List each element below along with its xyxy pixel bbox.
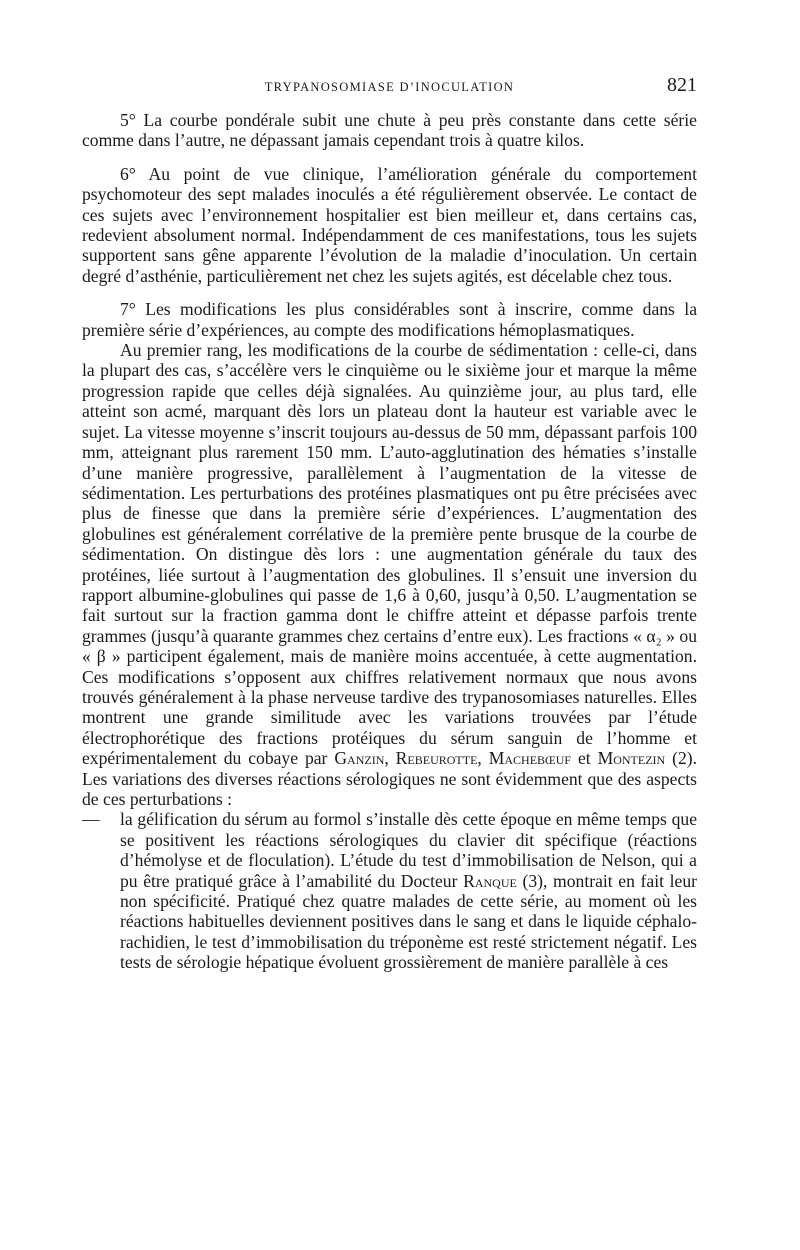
page-header xyxy=(82,74,697,100)
separator: , xyxy=(477,748,489,769)
list-item-text: (3), montrait en fait leur non spécificité. Pratiqué chez quatre malades de cette série, au moment où les réactions habituelles deviennent positives dans le sang et dans le liquide céphalo-rachidien, le test d’immobilisation du tréponème est resté strictement négatif. Les tests de sérologie hépatique évoluent grossièrement de manière parallèle à ces xyxy=(120,870,697,973)
author-name: Montezin xyxy=(597,748,666,769)
paragraph-6: 6° Au point de vue clinique, l’amélioration générale du comportement psychomoteur des sept malades inoculés a été régulièrement observée. Le contact de ces sujets avec l’environnement hospitalier est bien meilleur et, dans certains cas, redevient absolument normal. Indépendamment de ces manifestations, tous les sujets supportent sans gêne apparente l’évolution de la maladie d’inoculation. Un certain degré d’asthénie, particulièrement net chez les sujets agités, est décelable chez tous. xyxy=(82,163,697,286)
page-number: 821 xyxy=(667,74,697,96)
paragraph-5: 5° La courbe pondérale subit une chute à peu près constante dans cette série comme dans l’autre, ne dépassant jamais cependant trois à quatre kilos. xyxy=(82,110,697,151)
author-name: Machebœuf xyxy=(488,748,572,769)
separator: , xyxy=(384,748,396,769)
paragraph-sedimentation xyxy=(82,340,697,809)
running-title: TRYPANOSOMIASE D’INOCULATION xyxy=(264,80,515,94)
author-name: Rebeurotte xyxy=(395,748,478,769)
paragraph-text: Au premier rang, les modifications de la courbe de sédimentation : celle-ci, dans la plupart des cas, s’accélère vers le cinquième ou le sixième jour et marque la même progression rapide que celles déjà signalées. Au quinzième jour, au plus tard, elle atteint son acmé, marquant dès lors un plateau dont la hauteur est variable avec le sujet. La vitesse moyenne s’inscrit toujours au-dessus de 50 mm, dépassant parfois 100 mm, atteignant plus rarement 150 mm. L’auto-agglutination des hématies s’installe d’une manière progressive, parallèlement à l’augmentation de la vitesse de sédimentation. Les perturbations des protéines plasmatiques ont pu être précisées avec plus de finesse que dans la première série d’expériences. L’augmentation des globulines est généralement corrélative de la première pente brusque de la courbe de sédimentation. On distingue dès lors : une augmentation générale du taux des protéines, liée surtout à l’augmentation des globulines. Il s’ensuit une inversion du rapport albumine-globulines qui passe de 1,6 à 0,60, jusqu’à 0,50. L’augmentation se fait surtout sur la fraction gamma dont le chiffre atteint et dépasse parfois trente grammes (jusqu’à quarante grammes chez certains d’entre eux). Les fractions « α₂ » ou « β » participent également, mais de manière moins accentuée, à cette augmentation. Ces modifications s’opposent aux chiffres relativement normaux que nous avons trouvés généralement à la phase nerveuse tardive des trypanosomiases naturelles. Elles montrent une grande similitude avec les variations trouvées par l’étude électrophorétique des fractions protéiques du sérum sanguin de l’homme et expérimentalement du cobaye par xyxy=(82,340,697,769)
paragraph-text: (2). Les variations des diverses réactions sérologiques ne sont évidemment que des aspects de ces perturbations : xyxy=(82,748,698,809)
document-page xyxy=(82,74,697,973)
list-item-text: la gélification du sérum au formol s’installe dès cette époque en même temps que se positivent les réactions sérologiques du clavier dit spécifique (réactions d’hémolyse et de floculation). L’étude du test d’immobilisation de Nelson, qui a pu être pratiqué grâce à l’amabilité du Docteur xyxy=(120,809,697,891)
author-name: Ranque xyxy=(463,870,517,891)
separator: et xyxy=(571,748,598,769)
list-item-gelification xyxy=(82,809,697,972)
dash-marker: — xyxy=(82,809,100,830)
author-name: Ganzin xyxy=(334,748,385,769)
paragraph-7: 7° Les modifications les plus considérables sont à inscrire, comme dans la première série d’expériences, au compte des modifications hémoplasmatiques. xyxy=(82,299,697,340)
